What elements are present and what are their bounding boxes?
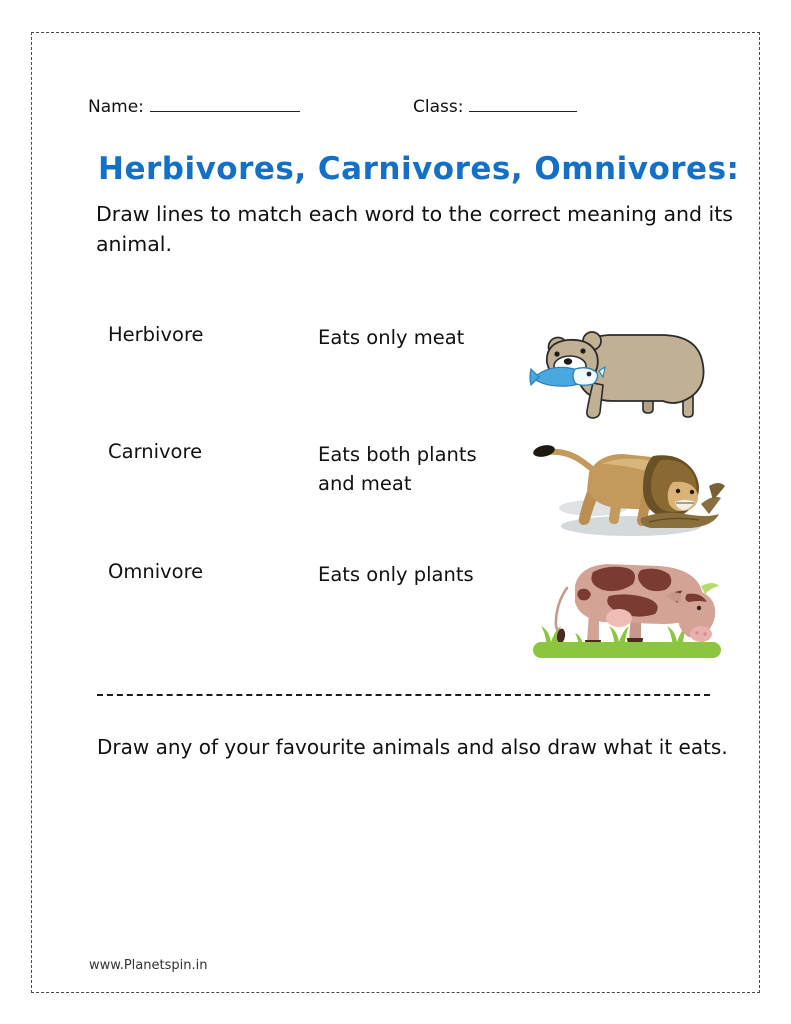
cow-grazing-image[interactable] (523, 550, 731, 662)
match-meaning[interactable]: Eats only meat (318, 326, 465, 349)
worksheet-title: Herbivores, Carnivores, Omnivores: (98, 151, 740, 187)
match-meaning[interactable]: Eats both plants and meat (318, 443, 477, 495)
match-term[interactable]: Herbivore (108, 323, 204, 346)
match-term[interactable]: Carnivore (108, 440, 203, 463)
draw-prompt-text: Draw any of your favourite animals and also draw what it eats. (97, 735, 728, 759)
match-meaning[interactable]: Eats only plants (318, 563, 474, 586)
name-label: Name: (88, 97, 144, 117)
footer-website: www.Planetspin.in (89, 958, 208, 973)
match-term[interactable]: Omnivore (108, 560, 204, 583)
section-divider (97, 694, 710, 696)
lion-with-prey-image[interactable] (523, 430, 731, 542)
table-row (0, 560, 791, 672)
drawing-area[interactable] (97, 775, 697, 925)
table-row (0, 323, 791, 435)
bear-with-fish-image[interactable] (523, 313, 731, 425)
class-label: Class: (413, 97, 464, 117)
instruction-text: Draw lines to match each word to the correct meaning and its animal. (96, 202, 733, 256)
table-row (0, 440, 791, 558)
